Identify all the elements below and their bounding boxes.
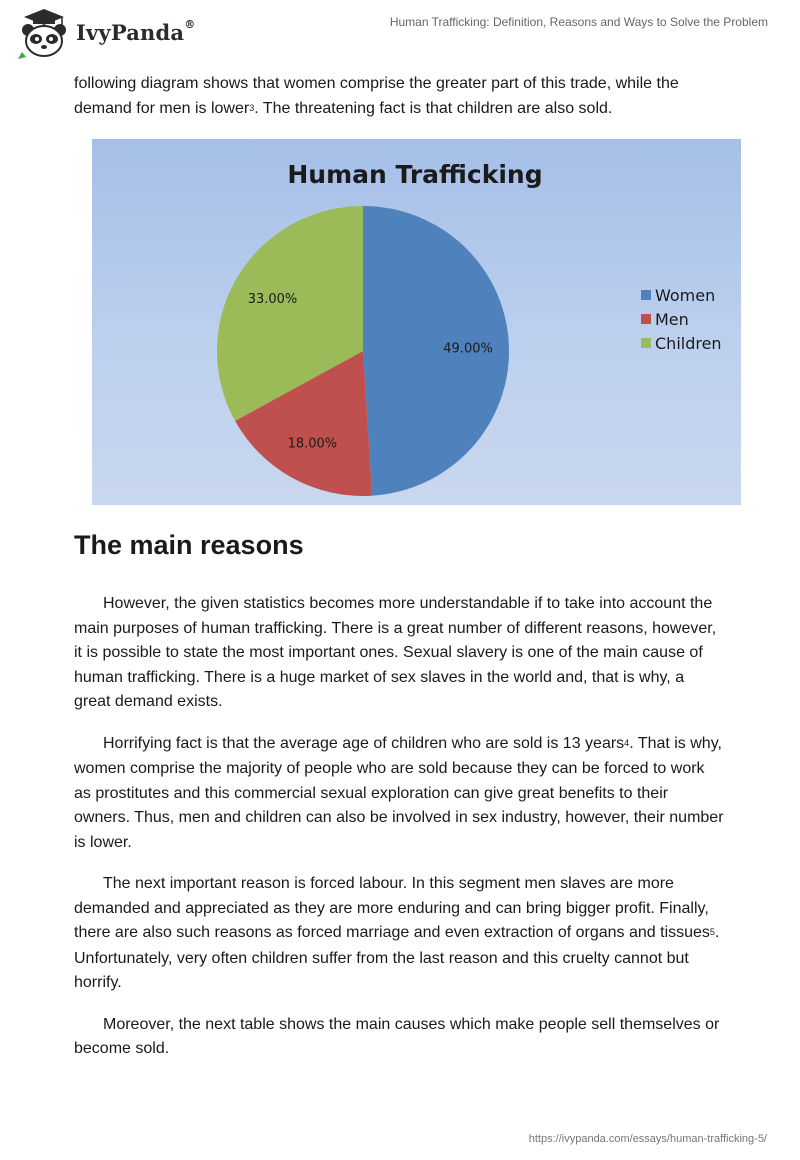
- paragraph-3: The next important reason is forced labour. In this segment men slaves are more demanded and appreciated as they are more enduring and can bring bigger profit. Finally, there are also such reasons as forced marriage and even extraction of organs and tissues$^5$. Unfortunately, very often children suffer from the last reason and this cruelty cannot but horrify.: [74, 875, 720, 991]
- brand-name[interactable]: IvyPanda®: [76, 18, 196, 45]
- footnote-ref[interactable]: 5: [709, 927, 715, 937]
- legend-label-women: Women: [655, 286, 716, 305]
- footnote-ref[interactable]: 3: [249, 102, 255, 113]
- data-label-children: 33.00%: [247, 291, 298, 307]
- data-label-women: 49.00%: [443, 341, 493, 357]
- footnote-ref[interactable]: 4: [624, 737, 630, 748]
- document-title: Human Trafficking: Definition, Reasons and Ways to Solve the Problem: [389, 15, 768, 29]
- paragraph-4: Moreover, the next table shows the main causes which make people sell themselves or become sold.: [74, 1015, 720, 1057]
- legend-swatch-women: [641, 290, 651, 300]
- paragraph-2: Horrifying fact is that the average age of children who are sold is 13 years$^4$. That is why, women comprise the majority of people who are sold because they can be forced to work as prostitutes and this commercial sexual exploration can give great benefits to their owners. Thus, men and children can also be involved in sex industry, however, their number is lower.: [74, 734, 724, 851]
- intro-paragraph: following diagram shows that women comprise the greater part of this trade, while the demand for men is lower$^3$. The threatening fact is that children are also sold.: [74, 75, 679, 117]
- chart-title: Human Trafficking: [287, 160, 543, 189]
- legend-swatch-men: [641, 314, 651, 324]
- legend-label-men: Men: [655, 310, 689, 329]
- paragraph-1: However, the given statistics becomes more understandable if to take into account the main purposes of human trafficking. There is a great number of different reasons, however, it is possible to state the most important ones. Sexual slavery is one of the main cause of human trafficking. There is a huge market of sex slaves in the world and, that is why, a great demand exists.: [74, 595, 717, 710]
- pie-chart: [92, 139, 741, 505]
- section-body: [74, 592, 724, 1079]
- intro-block: [74, 72, 724, 122]
- data-label-men: 18.00%: [287, 436, 338, 452]
- page-header: [0, 0, 800, 70]
- legend-swatch-children: [641, 338, 651, 348]
- panda-logo-icon[interactable]: [14, 8, 74, 60]
- legend-label-children: Children: [655, 334, 722, 353]
- section-heading: The main reasons: [74, 530, 304, 560]
- pie-chart-svg: [92, 139, 741, 505]
- footer-url[interactable]: https://ivypanda.com/essays/human-trafficking-5/: [528, 1133, 767, 1145]
